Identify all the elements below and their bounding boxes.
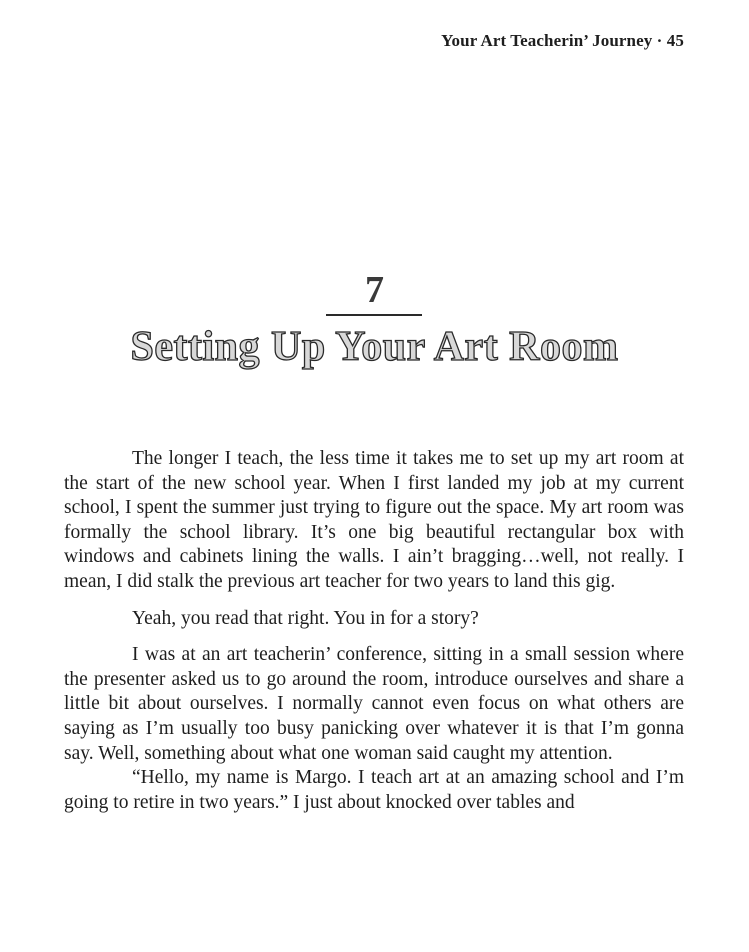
body-text [64,447,684,815]
chapter-divider [326,314,422,316]
paragraph: I was at an art teacherin’ conference, sitting in a small session where the presenter asked us to go around the room, introduce ourselves and share a little bit about ourselves. I normally cannot even focus on what others are saying as I’m usually too busy panicking over whatever it is that I’m gonna say. Well, something about what one woman said caught my attention. [64,644,684,764]
paragraph: Yeah, you read that right. You in for a story? [132,607,479,629]
chapter-number: 7 [365,269,384,311]
chapter-title: Setting Up Your Art Room [130,324,619,370]
paragraph: “Hello, my name is Margo. I teach art at an amazing school and I’m going to retire in two years.” I just about knocked over tables and [64,767,684,813]
running-header: Your Art Teacherin’ Journey · 45 [441,31,684,50]
paragraph: The longer I teach, the less time it takes me to set up my art room at the start of the new school year. When I first landed my job at my current school, I spent the summer just trying to figure out the space. My art room was formally the school library. It’s one big beautiful rectangular box with windows and cabinets lining the walls. I ain’t bragging…well, not really. I mean, I did stalk the previous art teacher for two years to land this gig. [64,448,684,592]
